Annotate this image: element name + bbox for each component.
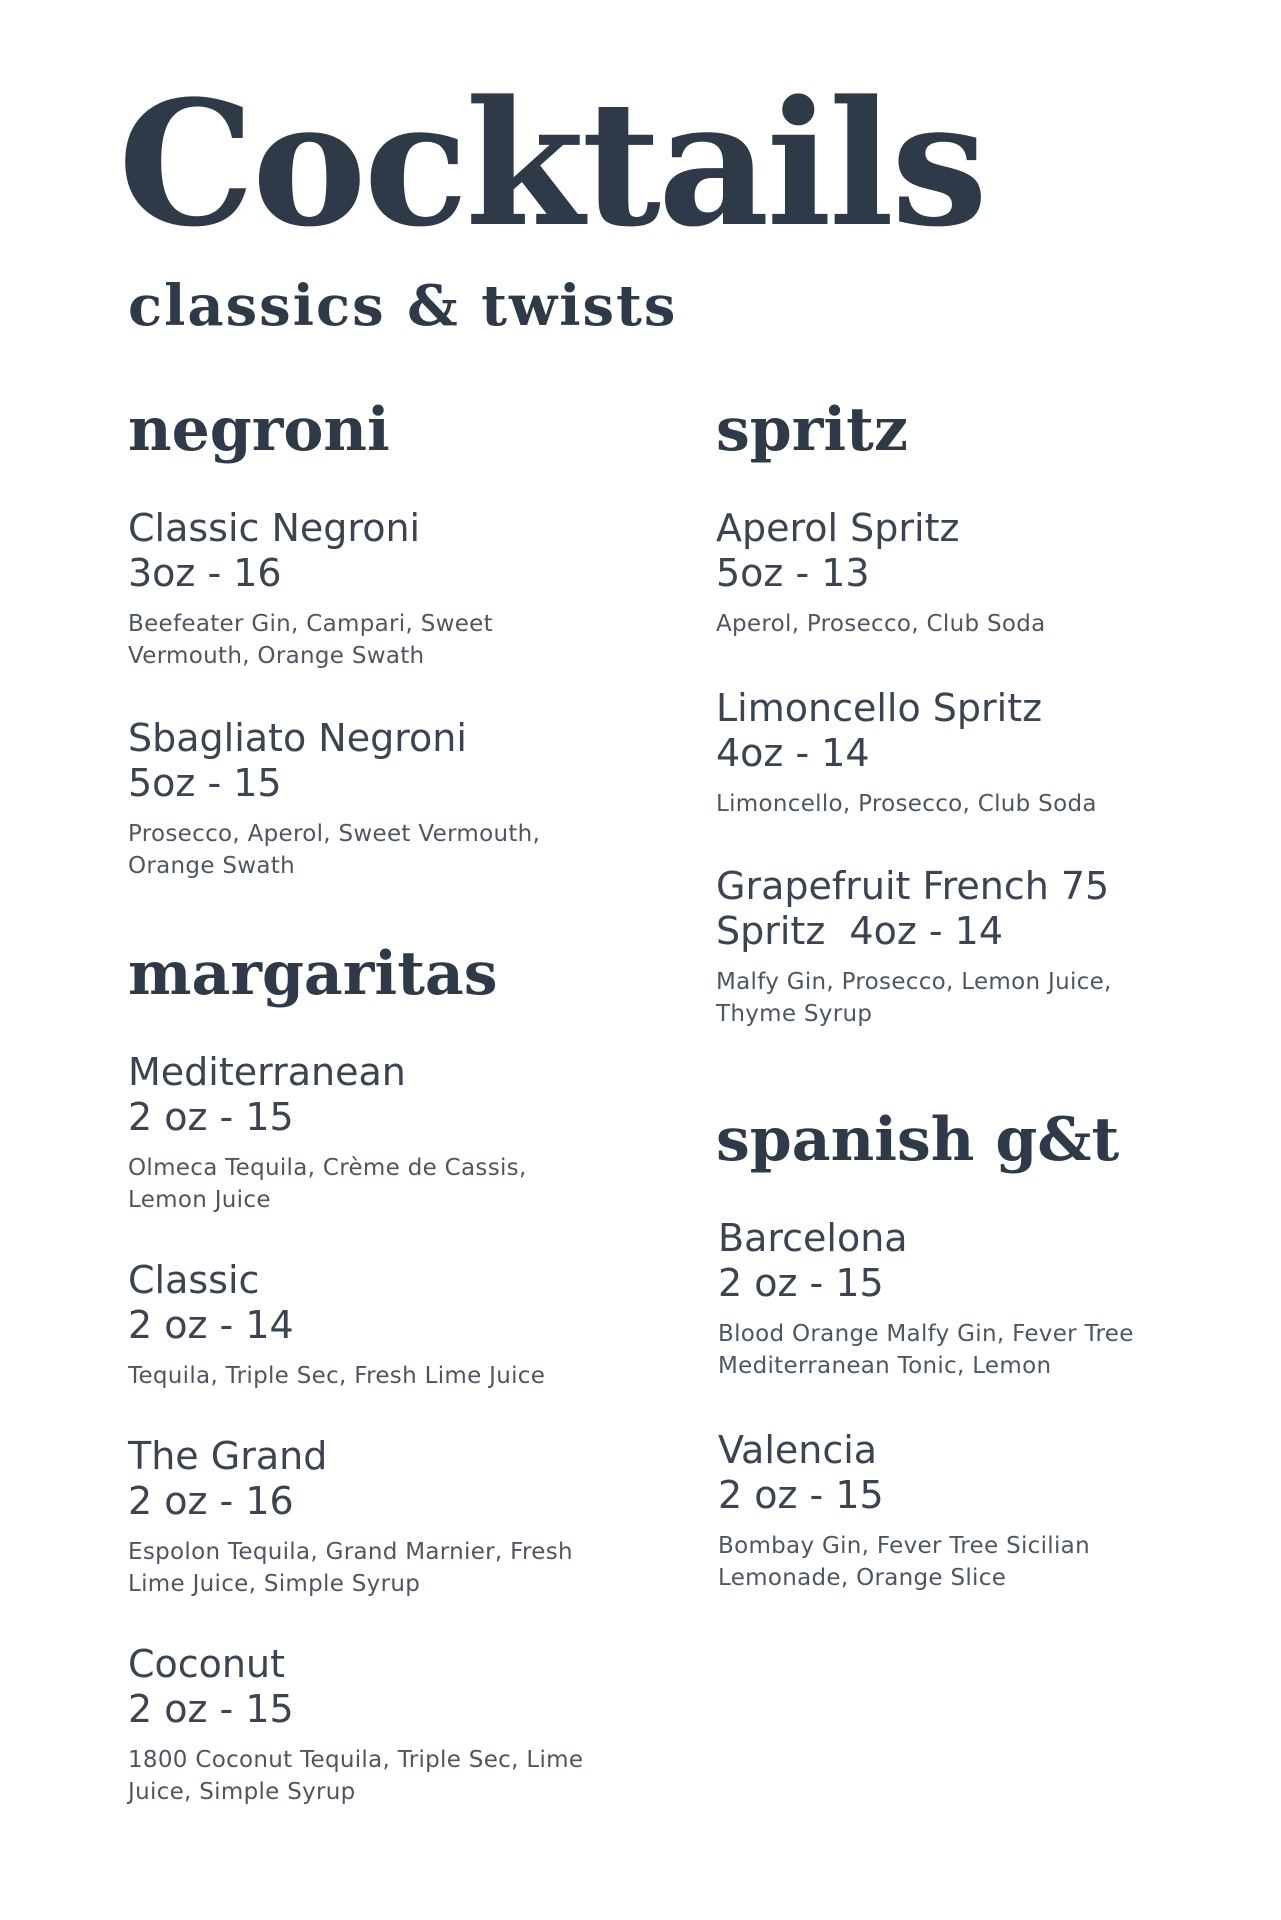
item-price: 5oz - 13 — [716, 551, 870, 595]
menu-item-classic-negroni — [128, 506, 598, 672]
menu-item-sbagliato-negroni — [128, 716, 598, 882]
item-price: Spritz 4oz - 14 — [716, 909, 1004, 953]
item-ingredients: Espolon Tequila, Grand Marnier, Fresh Lime Juice, Simple Syrup — [128, 1539, 573, 1597]
item-price: 2 oz - 15 — [718, 1473, 884, 1517]
item-ingredients: Olmeca Tequila, Crème de Cassis, Lemon Juice — [128, 1155, 527, 1213]
menu-item-limoncello-spritz — [716, 686, 1186, 820]
item-price: 5oz - 15 — [128, 761, 282, 805]
section-title-negroni: negroni — [128, 395, 390, 465]
menu-title: Cocktails — [118, 62, 985, 265]
menu-item-classic-margarita — [128, 1258, 598, 1392]
item-price: 4oz - 14 — [716, 731, 870, 775]
item-ingredients: Malfy Gin, Prosecco, Lemon Juice, Thyme Syrup — [716, 969, 1112, 1027]
menu-item-barcelona — [718, 1216, 1188, 1382]
item-price: 2 oz - 15 — [128, 1687, 294, 1731]
item-name: Classic — [128, 1258, 260, 1302]
item-name: The Grand — [128, 1434, 328, 1478]
item-name: Aperol Spritz — [716, 506, 960, 550]
section-title-spanish-gt: spanish g&t — [716, 1105, 1120, 1175]
menu-item-grapefruit-french-75 — [716, 864, 1186, 1030]
menu-item-the-grand — [128, 1434, 598, 1600]
item-ingredients: Blood Orange Malfy Gin, Fever Tree Mediterranean Tonic, Lemon — [718, 1321, 1134, 1379]
item-ingredients: 1800 Coconut Tequila, Triple Sec, Lime Juice, Simple Syrup — [128, 1747, 584, 1805]
item-name: Classic Negroni — [128, 506, 421, 550]
menu-item-mediterranean — [128, 1050, 598, 1216]
item-name: Limoncello Spritz — [716, 686, 1043, 730]
item-price: 2 oz - 16 — [128, 1479, 294, 1523]
item-ingredients: Prosecco, Aperol, Sweet Vermouth, Orange Swath — [128, 821, 541, 879]
item-name: Barcelona — [718, 1216, 908, 1260]
menu-item-valencia — [718, 1428, 1188, 1594]
menu-subtitle: classics & twists — [128, 273, 678, 339]
item-ingredients: Limoncello, Prosecco, Club Soda — [716, 791, 1097, 817]
item-ingredients: Tequila, Triple Sec, Fresh Lime Juice — [128, 1363, 546, 1389]
item-price: 2 oz - 14 — [128, 1303, 294, 1347]
section-title-margaritas: margaritas — [128, 939, 498, 1009]
item-ingredients: Bombay Gin, Fever Tree Sicilian Lemonade, Orange Slice — [718, 1533, 1090, 1591]
section-title-spritz: spritz — [716, 395, 908, 465]
item-name: Grapefruit French 75 — [716, 864, 1110, 908]
item-price: 3oz - 16 — [128, 551, 282, 595]
item-ingredients: Beefeater Gin, Campari, Sweet Vermouth, Orange Swath — [128, 611, 493, 669]
item-ingredients: Aperol, Prosecco, Club Soda — [716, 611, 1046, 637]
item-price: 2 oz - 15 — [128, 1095, 294, 1139]
menu-item-coconut — [128, 1642, 598, 1808]
item-price: 2 oz - 15 — [718, 1261, 884, 1305]
item-name: Mediterranean — [128, 1050, 406, 1094]
item-name: Valencia — [718, 1428, 878, 1472]
menu-item-aperol-spritz — [716, 506, 1186, 640]
item-name: Sbagliato Negroni — [128, 716, 467, 760]
item-name: Coconut — [128, 1642, 285, 1686]
